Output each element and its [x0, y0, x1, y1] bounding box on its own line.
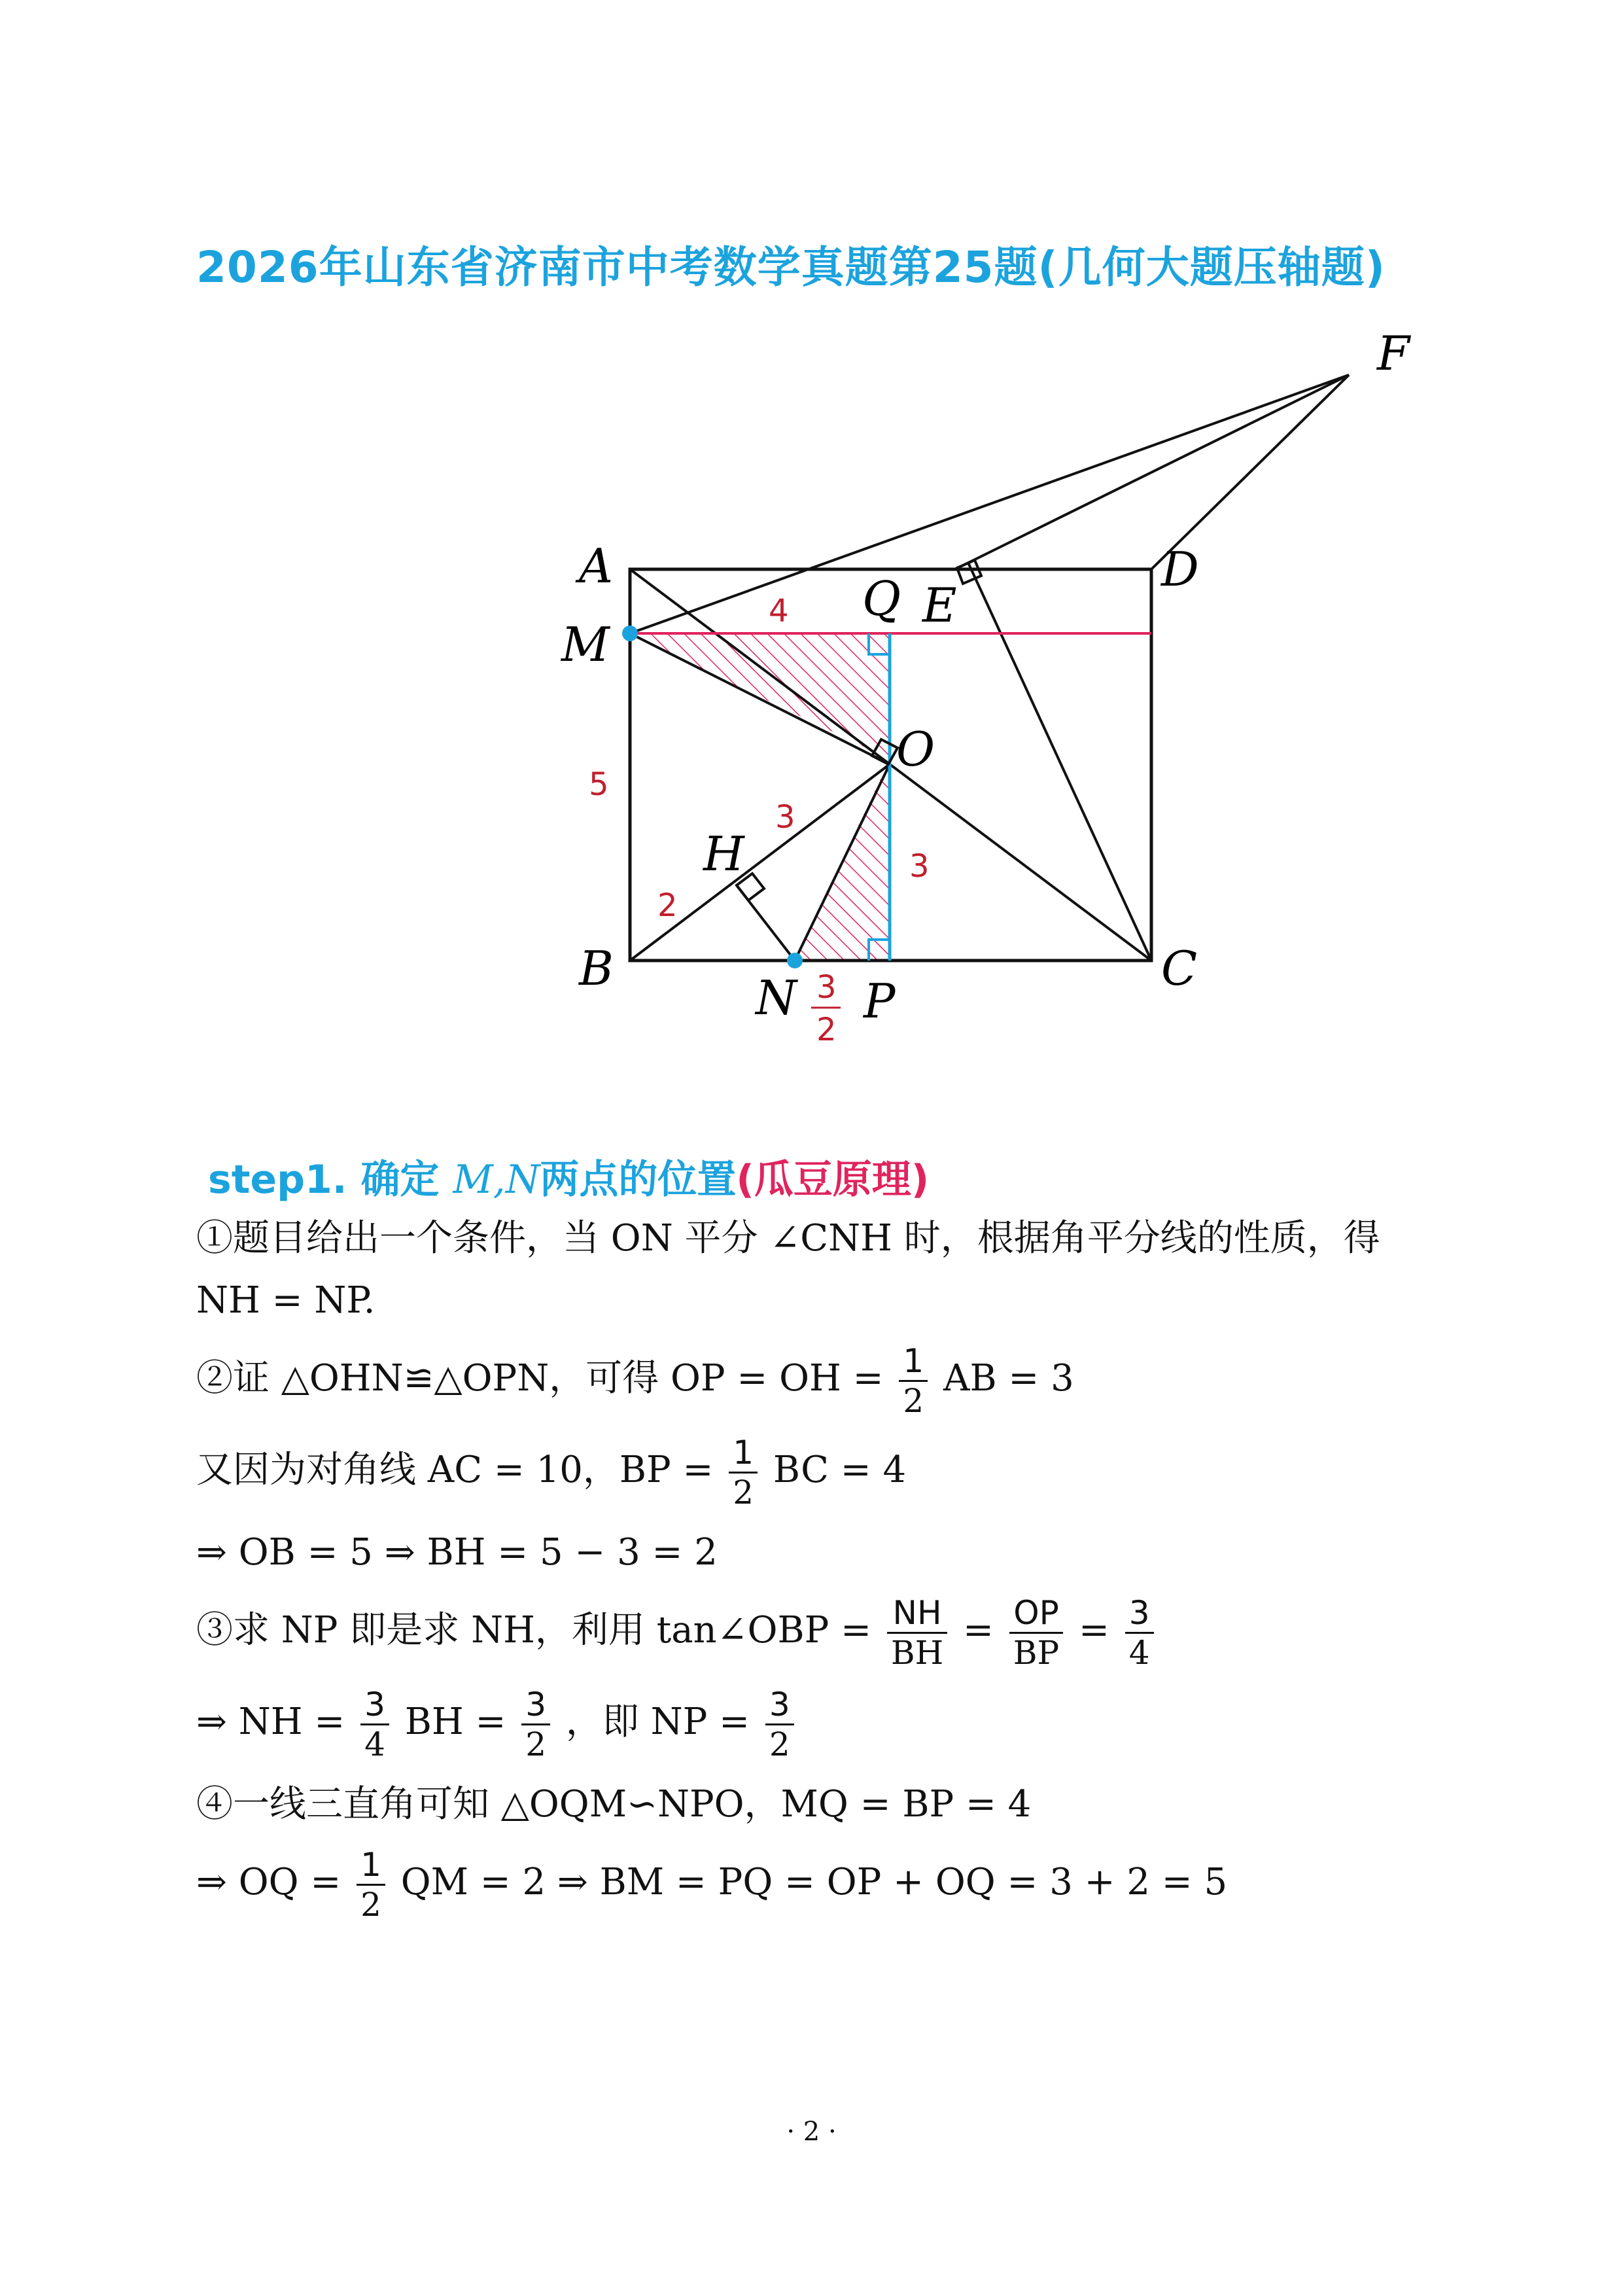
page-title: 2026年山东省济南市中考数学真题第25题(几何大题压轴题) [196, 242, 1386, 292]
line2-text-b: AB = 3 [943, 1357, 1074, 1400]
fraction-half-1: $\frac{1}{2}$ [899, 1345, 928, 1417]
line6-text-b: BH = [404, 1701, 506, 1743]
line5-eq-2: = [1078, 1609, 1109, 1651]
line-fc [968, 563, 1151, 961]
step1-mid: 两点的位置 [540, 1157, 737, 1203]
label-b: B [579, 941, 614, 996]
line8-text-b: QM = 2 ⇒ BM = PQ = OP + OQ = 3 + 2 = 5 [400, 1861, 1228, 1903]
measure-oh: 3 [775, 799, 795, 836]
fraction-3-2-a: $\frac{3}{2}$ [521, 1688, 550, 1761]
fraction-3-4: $\frac{3}{4}$ [360, 1688, 389, 1761]
label-a: A [579, 539, 613, 593]
geometry-figure [0, 0, 1623, 1112]
measure-np-den: 2 [816, 1012, 837, 1048]
solution-line-2 [196, 1342, 1074, 1420]
line3-text-b: BC = 4 [773, 1449, 907, 1491]
label-o: O [896, 722, 935, 777]
measure-op: 3 [909, 848, 930, 885]
step1-paren: (瓜豆原理) [736, 1157, 930, 1203]
fraction-half-2: $\frac{1}{2}$ [729, 1436, 758, 1509]
solution-line-5 [196, 1594, 1158, 1672]
step1-vars: M,N [453, 1157, 540, 1203]
label-n: N [756, 970, 797, 1025]
label-c: C [1161, 941, 1198, 996]
point-n [787, 953, 803, 968]
measure-np-num: 3 [816, 969, 837, 1006]
solution-line-6 [196, 1688, 798, 1761]
page-number: · 2 · [786, 2117, 837, 2147]
solution-line-3 [196, 1436, 906, 1509]
step1-lead: step1. 确定 [208, 1157, 453, 1203]
label-q: Q [862, 571, 901, 626]
point-m [622, 626, 638, 641]
label-d: D [1161, 542, 1199, 597]
line3-text-a: 又因为对角线 AC = 10，BP = [196, 1449, 714, 1491]
fraction-op-bp: $\frac{OP}{BP}$ [1009, 1597, 1063, 1669]
solution-line-4: ⇒ OB = 5 ⇒ BH = 5 − 3 = 2 [196, 1531, 718, 1574]
line6-text-c: ，即 NP = [565, 1701, 750, 1743]
measure-mq: 4 [769, 593, 789, 629]
label-p: P [864, 974, 896, 1029]
label-e: E [922, 578, 957, 633]
line6-text-a: ⇒ NH = [196, 1701, 345, 1743]
line2-text-a: ②证 △OHN≌△OPN，可得 OP = OH = [196, 1357, 884, 1400]
line-ef [955, 375, 1349, 569]
fraction-three-quarters: $\frac{3}{4}$ [1125, 1597, 1154, 1669]
fraction-3-2-b: $\frac{3}{2}$ [765, 1688, 794, 1761]
line-ec-upper [994, 523, 1151, 961]
fraction-nh-bh: $\frac{NH}{BH}$ [887, 1597, 947, 1669]
fraction-half-3: $\frac{1}{2}$ [357, 1848, 385, 1921]
solution-line-1a: ①题目给出一个条件，当 ON 平分 ∠CNH 时，根据角平分线的性质，得 [196, 1217, 1380, 1260]
solution-line-8 [196, 1846, 1228, 1924]
line-df [1151, 375, 1349, 569]
line5-eq-1: = [963, 1609, 994, 1651]
measure-bm: 5 [589, 766, 609, 803]
line8-text-a: ⇒ OQ = [196, 1861, 341, 1903]
line5-text-a: ③求 NP 即是求 NH，利用 tan∠OBP = [196, 1609, 872, 1651]
measure-bh: 2 [657, 887, 678, 924]
solution-line-7: ④一线三直角可知 △OQM∽NPO，MQ = BP = 4 [196, 1783, 1032, 1826]
step1-heading [208, 1148, 929, 1205]
label-m: M [561, 617, 610, 672]
solution-line-1b: NH = NP. [196, 1279, 375, 1322]
label-f: F [1377, 326, 1410, 381]
label-h: H [703, 826, 744, 881]
